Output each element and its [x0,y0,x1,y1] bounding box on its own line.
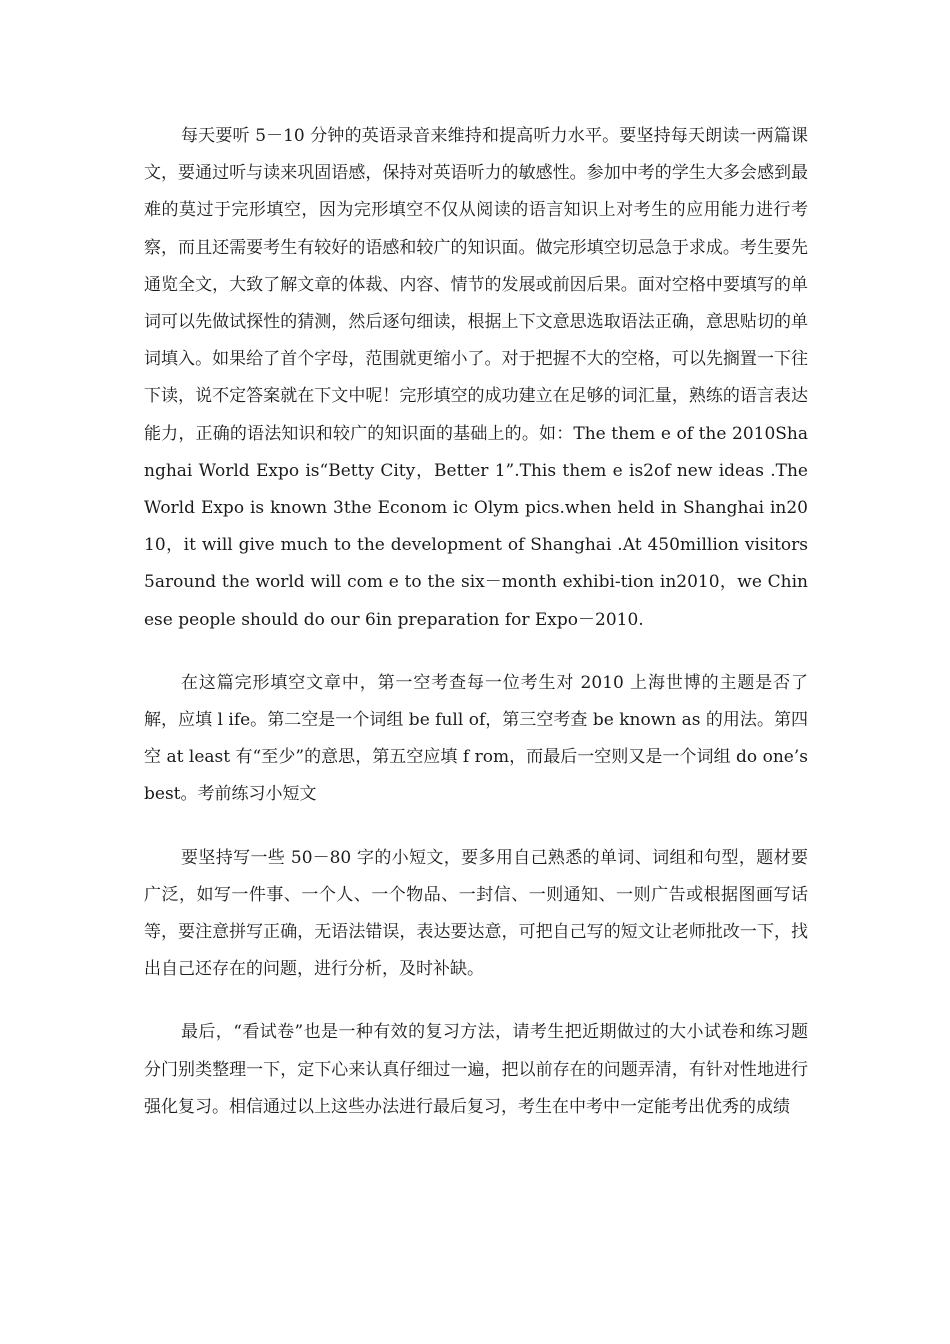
paragraph-review-papers: 最后，“看试卷”也是一种有效的复习方法，请考生把近期做过的大小试卷和练习题分门别类整理一下，定下心来认真仔细过一遍，把以前存在的问题弄清，有针对性地进行强化复习。相信通过以上这些办法进行最后复习，考生在中考中一定能考出优秀的成绩 [144,1022,808,1117]
paragraph-listening-and-cloze: 每天要听 5－10 分钟的英语录音来维持和提高听力水平。要坚持每天朗读一两篇课文，要通过听与读来巩固语感，保持对英语听力的敏感性。参加中考的学生大多会感到最难的莫过于完形填空，因为完形填空不仅从阅读的语言知识上对考生的应用能力进行考察，而且还需要考生有较好的语感和较广的知识面。做完形填空切忌急于求成。考生要先通览全文，大致了解文章的体裁、内容、情节的发展或前因后果。面对空格中要填写的单词可以先做试探性的猜测，然后逐句细读，根据上下文意思选取语法正确，意思贴切的单词填入。如果给了首个字母，范围就更缩小了。对于把握不大的空格，可以先搁置一下往下读，说不定答案就在下文中呢！完形填空的成功建立在足够的词汇量，熟练的语言表达能力，正确的语法知识和较广的知识面的基础上的。如：The them e of the 2010Shanghai World Expo is“Betty City，Better 1”.This them e is2of new ideas .The World Expo is known 3the Econom ic Olym pics.when held in Shanghai in2010，it will give much to the development of Shanghai .At 450million visitors 5around the world will com e to the six－month exhibi-tion in2010，we Chinese people should do our 6in preparation for Expo－2010. [144,126,808,630]
paragraph-short-writing: 要坚持写一些 50－80 字的小短文，要多用自己熟悉的单词、词组和句型，题材要广泛，如写一件事、一个人、一个物品、一封信、一则通知、一则广告或根据图画写话等，要注意拼写正确，无语法错误，表达要达意，可把自己写的短文让老师批改一下，找出自己还存在的问题，进行分析，及时补缺。 [144,847,808,980]
document-body [144,118,808,1152]
paragraph-cloze-answers: 在这篇完形填空文章中，第一空考查每一位考生对 2010 上海世博的主题是否了解，应填 l ife。第二空是一个词组 be full of，第三空考查 be known as 的用法。第四空 at least 有“至少”的意思，第五空应填 f rom，而最后一空则又是一个词组 do one’s best。考前练习小短文 [144,672,808,805]
